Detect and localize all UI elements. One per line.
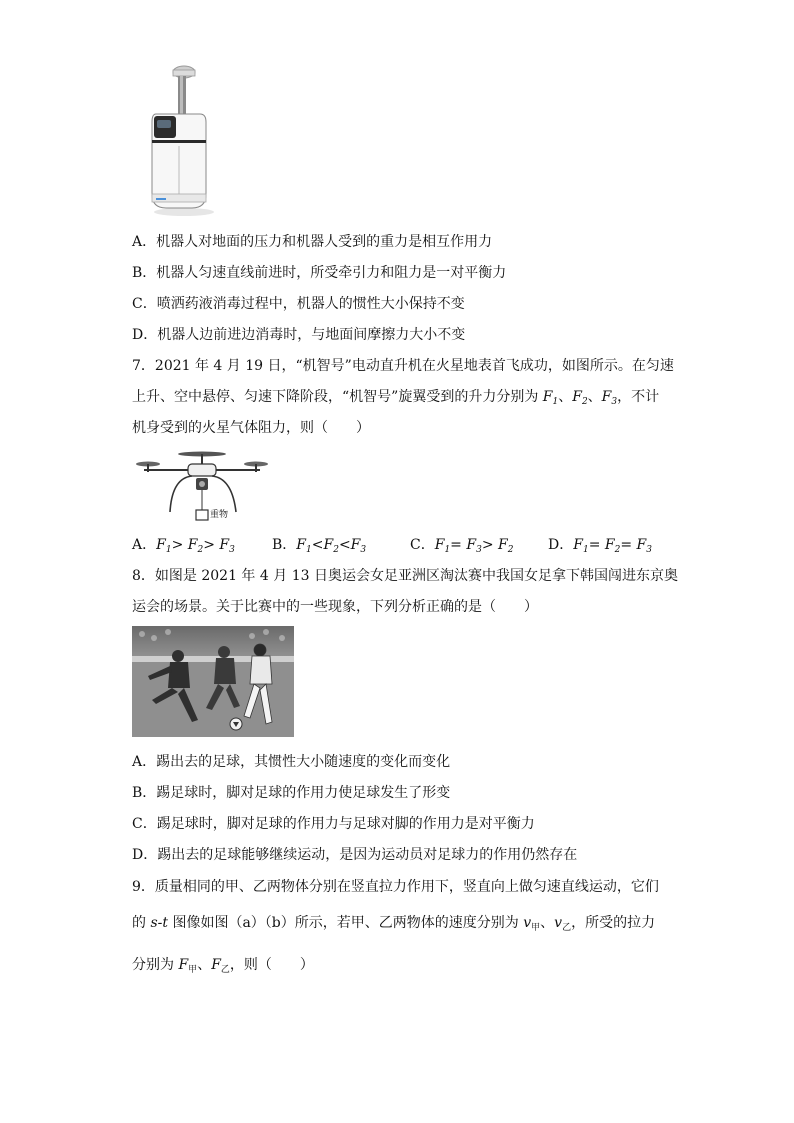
robot-figure	[140, 62, 220, 218]
option-a: A．机器人对地面的压力和机器人受到的重力是相互作用力	[132, 234, 493, 250]
option-b: B．机器人匀速直线前进时，所受牵引力和阻力是一对平衡力	[132, 265, 507, 281]
drone-figure	[132, 450, 272, 526]
question-8-line-1: 8．如图是 2021 年 4 月 13 日奥运会女足亚洲区淘汰赛中我国女足拿下韩国闯进东京奥	[132, 568, 678, 584]
option-b: B．踢足球时，脚对足球的作用力使足球发生了形变	[132, 785, 451, 801]
option-d: D．$F_1= F_2= F_3$	[548, 537, 652, 555]
figure-label-weight: 重物	[210, 510, 229, 520]
option-b: B．$F_1<F_2<F_3$	[272, 537, 367, 555]
option-d: D．踢出去的足球能够继续运动，是因为运动员对足球力的作用仍然存在	[132, 847, 578, 863]
question-7-line-3: 机身受到的火星气体阻力，则（ ）	[132, 420, 370, 436]
soccer-photo	[132, 626, 294, 737]
question-8-line-2: 运会的场景。关于比赛中的一些现象，下列分析正确的是（ ）	[132, 599, 538, 615]
question-7-line-1: 7．2021 年 4 月 19 日，“机智号”电动直升机在火星地表首飞成功，如图所示。在匀速	[132, 358, 674, 374]
option-c: C．喷洒药液消毒过程中，机器人的惯性大小保持不变	[132, 296, 465, 312]
option-c: C．$F_1= F_3> F_2$	[410, 537, 514, 555]
option-d: D．机器人边前进边消毒时，与地面间摩擦力大小不变	[132, 327, 466, 343]
option-c: C．踢足球时，脚对足球的作用力与足球对脚的作用力是对平衡力	[132, 816, 535, 832]
question-7-line-2: 上升、空中悬停、匀速下降阶段，“机智号”旋翼受到的升力分别为 $F_1$、$F_2$、$F_3$，不计	[132, 389, 660, 407]
option-a: A．踢出去的足球，其惯性大小随速度的变化而变化	[132, 754, 451, 770]
option-a: A．$F_1> F_2> F_3$	[132, 537, 235, 555]
question-9-line-1: 9．质量相同的甲、乙两物体分别在竖直拉力作用下，竖直向上做匀速直线运动，它们	[132, 879, 659, 895]
question-9-line-3: 分别为 $F_甲$、$F_乙$，则（ ）	[132, 957, 314, 975]
question-9-line-2: 的 s-t 图像如图（a）（b）所示，若甲、乙两物体的速度分别为 $v_甲$、$v_乙$，所受的拉力	[132, 915, 656, 933]
